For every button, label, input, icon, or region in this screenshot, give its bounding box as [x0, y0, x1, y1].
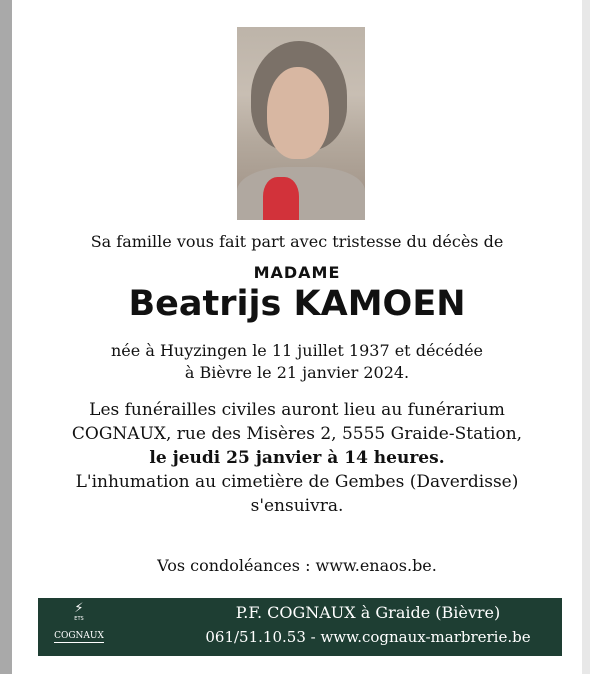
condolences-text: Vos condoléances : www.enaos.be. — [157, 556, 437, 575]
funeral-home-name: P.F. COGNAUX à Graide (Bièvre) — [235, 603, 501, 622]
funeral-line-4: L'inhumation au cimetière de Gembes (Daverdisse) — [75, 472, 519, 492]
funeral-line-1: Les funérailles civiles auront lieu au funérarium — [89, 400, 505, 420]
right-border — [582, 0, 590, 674]
portrait-photo — [237, 27, 365, 220]
deceased-name: Beatrijs KAMOEN — [128, 284, 466, 324]
birth-death-info — [12, 340, 582, 384]
funeral-home-contact: 061/51.10.53 - www.cognaux-marbrerie.be — [205, 628, 531, 646]
title-madame: MADAME — [253, 263, 341, 282]
funeral-info — [12, 398, 582, 518]
flame-icon: ⚡ — [74, 601, 84, 616]
birth-line-1: née à Huyzingen le 11 juillet 1937 et décédée — [110, 341, 484, 360]
intro-text: Sa famille vous fait part avec tristesse du décès de — [90, 232, 504, 251]
left-border — [0, 0, 12, 674]
cognaux-logo: ⚡ ETS COGNAUX — [48, 602, 110, 652]
funeral-date: le jeudi 25 janvier à 14 heures. — [149, 448, 445, 468]
funeral-line-5: s'ensuivra. — [250, 496, 344, 516]
funeral-home-banner — [38, 598, 562, 656]
birth-line-2: à Bièvre le 21 janvier 2024. — [184, 363, 410, 382]
funeral-line-2: COGNAUX, rue des Misères 2, 5555 Graide-Station, — [71, 424, 523, 444]
